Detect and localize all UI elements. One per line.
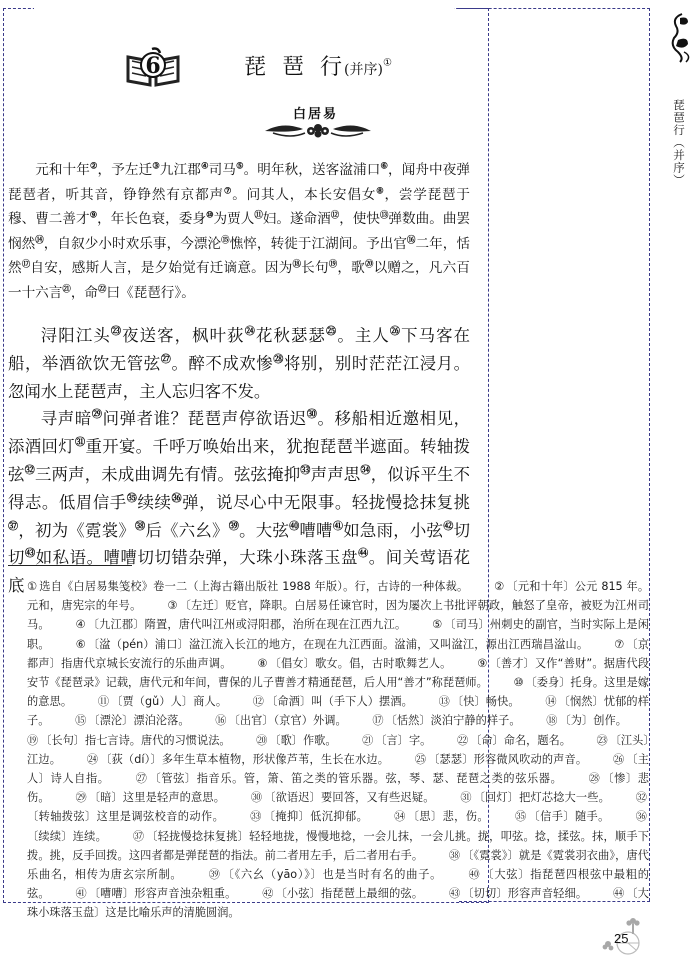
footnote-ref[interactable]: ㊶ — [332, 521, 344, 533]
text-run: 花秋瑟瑟 — [255, 326, 327, 345]
footnote-text: 〔管弦〕指音乐。管，箫、笛之类的管乐器。弦，琴、瑟、琵琶之类的弦乐器。 — [149, 772, 563, 786]
footnote-ref[interactable]: ㊳ — [135, 521, 146, 533]
footnote-text: 选自《白居易集笺校》卷一二（上海古籍出版社 1988 年版）。行，古诗的一种体裁。 — [39, 580, 469, 593]
text-run: ，予左迁 — [97, 162, 153, 178]
footnote-item — [27, 580, 468, 593]
footnote-ref[interactable]: ㉒ — [98, 283, 107, 294]
footnote-ref[interactable]: ⑨ — [89, 209, 98, 220]
footnote-item — [250, 810, 368, 823]
title-subtitle: (并序) — [344, 62, 383, 78]
footnote-text: 〔大珠小珠落玉盘〕这是比喻乐声的清脆圆润。 — [27, 887, 649, 920]
text-run: 九江郡 — [159, 162, 201, 178]
text-run: 。间关莺语花底 — [8, 548, 471, 596]
footnote-text: 〔轻拢慢捻抹复挑〕轻轻地拢，慢慢地捻，一会儿抹，一会儿挑。拢，叩弦。捻，揉弦。抹，顺手下拨。挑，反手回拨。这四者都是弹琵琶的指法。前二者用左手，后二者用右手。 — [27, 829, 649, 862]
footnote-text: 〔司马〕州刺史的副官，当时实际上是闲职。 — [27, 618, 649, 651]
text-run: 声声思 — [310, 464, 361, 484]
text-run: 下马客在船，举酒欲饮无管弦 — [8, 326, 471, 373]
footnote-marker[interactable]: ⑮ — [75, 714, 87, 728]
footnote-text: 〔出官〕（京官）外调。 — [228, 714, 347, 728]
footnote-marker[interactable]: ㊷ — [262, 887, 274, 901]
footnote-text: 〔小弦〕指琵琶上最细的弦。 — [275, 887, 424, 901]
text-run: 如私语。嘈嘈切切错杂弹，大珠小珠落玉盘 — [35, 548, 359, 568]
footnote-separator — [8, 565, 132, 566]
footnote-item — [75, 791, 225, 804]
footnote-item — [75, 887, 236, 900]
page-title — [244, 50, 394, 81]
page-number-badge — [600, 913, 648, 959]
footnote-text: 〔惨〕悲伤。 — [27, 772, 649, 805]
footnote-item — [457, 734, 571, 747]
title-char: 行 — [320, 55, 345, 80]
text-run: ，命 — [70, 284, 98, 301]
footnote-text: 〔九江郡〕隋置，唐代叫江州或浔阳郡，治所在现在江西九江。 — [87, 618, 407, 632]
footnote-text: 〔善才〕又作“善财”。据唐代段安节《琵琶录》记载，唐代元和年间，曹保的儿子曹善才精通琵琶，后人用“善才”称琵琶师。 — [27, 656, 650, 690]
footnote-text: 〔掩抑〕低沉抑郁。 — [263, 810, 369, 824]
footnote-ref[interactable]: ⑪ — [254, 209, 263, 220]
footnote-ref[interactable]: ㉗ — [160, 354, 172, 366]
footnote-marker[interactable]: ㊸ — [448, 887, 461, 901]
footnote-item — [253, 695, 413, 708]
footnote-text: 〔切切〕形容声音轻细。 — [462, 887, 588, 901]
footnote-marker[interactable]: ⑫ — [252, 695, 265, 709]
footnote-text: 〔快〕畅快。 — [451, 695, 520, 709]
text-run: 曰《琵琶行》。 — [106, 284, 195, 301]
footnote-ref[interactable]: ⑰ — [21, 258, 31, 269]
footnote-marker[interactable]: ㊳ — [448, 848, 461, 862]
footnote-item — [372, 714, 520, 727]
footnote-text: 〔续续〕连续。 — [27, 829, 108, 843]
footnote-marker[interactable]: ㉝ — [250, 810, 262, 824]
text-run: 妇。遂命酒 — [262, 211, 331, 228]
footnote-text: 〔荻（dí）〕多年生草本植物，形状像芦苇，生长在水边。 — [100, 752, 390, 766]
footnote-marker[interactable]: ④ — [75, 618, 86, 632]
preface-text — [8, 158, 470, 306]
footnote-ref[interactable]: ㉔ — [244, 326, 256, 338]
footnote-marker[interactable]: ㊱ — [635, 810, 647, 824]
author-name: 白居易 — [293, 107, 339, 122]
poem-paragraph — [8, 322, 470, 405]
footnote-marker[interactable]: ㉖ — [613, 752, 625, 766]
text-run: 嘈嘈 — [299, 520, 333, 540]
footnote-ref[interactable]: ㉖ — [389, 326, 402, 338]
footnote-text: 〔命〕命名，题名。 — [470, 733, 571, 747]
footnote-marker[interactable]: ⑥ — [75, 637, 86, 651]
text-run: ，歌 — [337, 260, 365, 277]
footnote-ref[interactable]: ㊷ — [443, 521, 454, 533]
text-run: 续续 — [137, 492, 172, 512]
footnote-text: 〔嘈嘈〕形容声音浊杂粗重。 — [88, 887, 237, 901]
footnote-text: 〔信手〕随手。 — [528, 810, 610, 824]
footnote-text: 〔瑟瑟〕形容微风吹动的声音。 — [428, 752, 588, 766]
text-run: 浔阳江头 — [40, 326, 111, 345]
preface-paragraph — [8, 158, 470, 306]
footnote-marker[interactable]: ㉟ — [514, 810, 527, 824]
text-run: 后《六幺》 — [145, 520, 229, 540]
footnote-marker[interactable]: ⑨ — [477, 656, 488, 670]
footnote-text: 〔《六幺（yāo）》〕也是当时有名的曲子。 — [222, 868, 443, 882]
footnote-marker[interactable]: ⑤ — [432, 618, 443, 632]
footnote-text: 〔主人〕诗人自指。 — [27, 752, 649, 786]
footnote-marker[interactable]: ⑳ — [256, 733, 268, 747]
text-run: ，尝学琵琶于穆、曹二善才 — [8, 186, 471, 228]
footnote-ref[interactable]: ㊹ — [358, 548, 369, 560]
text-run: 寻声暗 — [40, 409, 92, 429]
footnote-marker[interactable]: ㉓ — [596, 733, 608, 747]
footnote-marker[interactable]: ㉒ — [456, 733, 469, 747]
footnote-text: 〔江头〕江边。 — [27, 733, 649, 766]
footnote-marker[interactable]: ㉗ — [135, 772, 148, 786]
footnote-ref[interactable]: ㊵ — [289, 521, 300, 533]
footnote-item — [98, 695, 227, 708]
footnote-ref[interactable]: ⑬ — [379, 209, 389, 220]
footnote-item — [415, 753, 587, 766]
footnote-ref[interactable]: ㉘ — [273, 354, 284, 366]
footnote-item — [215, 714, 346, 727]
footnote-marker[interactable]: ㉔ — [86, 752, 99, 766]
footnote-ref[interactable]: ⑳ — [364, 258, 374, 269]
footnote-text: 〔湓（pén）浦口〕湓江流入长江的地方，在现在九江西面。湓浦，又叫湓江，源出江西瑞昌湓山。 — [87, 637, 589, 651]
title-char: 琶 — [282, 55, 307, 80]
footnote-ref[interactable]: ⑫ — [330, 209, 340, 220]
footnote-item — [76, 618, 407, 631]
text-run: 。醉不成欢惨 — [171, 353, 274, 373]
text-run: 三两声，未成曲调先有情。弦弦掩抑 — [34, 464, 301, 484]
footnote-item — [87, 753, 389, 766]
footnote-marker[interactable]: ⑯ — [215, 714, 227, 728]
footnote-marker[interactable]: ⑬ — [438, 695, 450, 709]
text-run: ，初为《霓裳》 — [18, 520, 136, 540]
text-run: 。明年秋，送客湓浦口 — [243, 162, 381, 178]
footnote-ref[interactable]: ⑦ — [223, 185, 233, 196]
footnote-marker[interactable]: ③ — [167, 599, 178, 613]
svg-text:6: 6 — [145, 53, 161, 79]
footnote-marker[interactable]: ⑰ — [372, 714, 384, 728]
scroll-ornament-icon — [670, 12, 692, 64]
text-run: 问弹者谁？琵琶声停欲语迟 — [102, 409, 307, 429]
footnote-marker[interactable]: ⑧ — [257, 656, 268, 670]
footnote-marker[interactable]: ㊴ — [208, 868, 221, 882]
footnote-ref[interactable]: ㉕ — [326, 326, 338, 338]
footnote-ref[interactable]: ㉟ — [126, 493, 138, 505]
footnote-text: 〔京都声〕指唐代京城长安流行的乐曲声调。 — [27, 637, 650, 670]
footnote-marker[interactable]: ⑱ — [546, 714, 558, 728]
text-run: 切切 — [8, 520, 471, 568]
footnote-ref[interactable]: ㉛ — [74, 437, 86, 449]
text-run: 长句 — [301, 260, 329, 277]
text-run: 元和十年 — [35, 162, 90, 178]
text-run: 二年，恬然 — [8, 235, 471, 277]
footnote-text: 〔欲语迟〕要回答，又有些迟疑。 — [264, 791, 435, 805]
text-run: 弹，说尽心中无限事。轻拢慢捻抹复挑 — [182, 492, 471, 512]
footnote-ref[interactable]: ⑲ — [328, 258, 338, 269]
footnote-ref[interactable]: ⑯ — [407, 234, 416, 245]
footnote-marker[interactable]: ㊶ — [75, 887, 87, 901]
footnote-item — [209, 868, 442, 881]
footnote-ref[interactable]: ㉓ — [110, 326, 123, 338]
footnote-item — [460, 791, 610, 804]
text-run: 自安，感斯人言，是夕始觉有迁谪意。因为 — [30, 260, 293, 277]
footnote-ref[interactable]: ㉞ — [360, 465, 371, 477]
title-char: 琵 — [244, 55, 269, 80]
footnote-marker[interactable]: ㊵ — [468, 868, 481, 882]
footnote-text: 〔言〕字。 — [375, 733, 432, 747]
footnote-item — [256, 734, 336, 747]
footnote-ref[interactable]: ㉚ — [306, 409, 318, 421]
footnote-marker[interactable]: ㊲ — [132, 829, 145, 843]
footnote-item — [394, 810, 489, 823]
footnote-marker[interactable]: ㉚ — [250, 791, 263, 805]
poem-body — [8, 322, 470, 600]
footnote-item — [515, 810, 610, 823]
footnote-ref[interactable]: ⑱ — [292, 258, 302, 269]
footnote-text: 〔漂沦〕漂泊沦落。 — [88, 714, 190, 728]
text-run: ，使快 — [339, 211, 380, 228]
footnote-marker[interactable]: ㉘ — [588, 772, 601, 786]
footnote-text: 〔长句〕指七言诗。唐代的习惯说法。 — [40, 733, 231, 747]
footnote-text: 〔暗〕这里是轻声的意思。 — [88, 791, 226, 805]
footnote-item — [546, 714, 627, 727]
footnote-marker[interactable]: ㉙ — [75, 791, 87, 805]
footnote-text: 〔左迁〕贬官，降职。白居易任谏官时，因为屡次上书批评朝政，触怒了皇帝，被贬为江州司马。 — [27, 599, 649, 632]
footnote-item — [257, 657, 451, 670]
frame-border-right — [649, 8, 650, 901]
footnote-item — [251, 791, 435, 804]
footnote-item — [76, 638, 589, 651]
text-run: 如急雨，小弦 — [343, 520, 444, 540]
footnote-marker[interactable]: ⑲ — [27, 733, 39, 747]
footnote-ref[interactable]: ② — [89, 160, 98, 171]
footnote-marker[interactable]: ㊹ — [612, 887, 625, 901]
footnote-ref[interactable]: ㊸ — [24, 548, 36, 560]
text-run: ，闻舟中夜弹琵琶者，听其音，铮铮然有京都声 — [8, 162, 470, 203]
frame-gap — [34, 6, 454, 11]
text-run: 夜送客，枫叶荻 — [122, 326, 245, 345]
footnote-text: 〔大弦〕指琵琶四根弦中最粗的弦。 — [27, 868, 649, 901]
text-run: 。问其人，本长安倡女 — [232, 186, 377, 203]
title-footnote-ref[interactable]: ① — [382, 57, 394, 69]
footnote-text: 〔歌〕作歌。 — [269, 733, 337, 747]
footnote-text: 〔恬然〕淡泊宁静的样子。 — [385, 714, 521, 728]
footnote-marker[interactable]: ㉛ — [460, 791, 472, 805]
footnote-text: 〔委身〕托身。这里是嫁的意思。 — [27, 676, 649, 709]
footnote-text: 〔《霓裳》〕就是《霓裳羽衣曲》，唐代乐曲名，相传为唐玄宗所制。 — [27, 848, 649, 882]
footnote-ref[interactable]: ㉙ — [91, 409, 103, 421]
footnote-ref[interactable]: ⑤ — [235, 160, 244, 171]
footnote-ref[interactable]: ⑮ — [221, 234, 230, 245]
text-run: ，似诉平生不得志。低眉信手 — [8, 464, 471, 512]
footnote-marker[interactable]: ㉜ — [635, 791, 647, 805]
floral-flourish-icon — [263, 119, 373, 141]
footnote-marker[interactable]: ⑦ — [614, 637, 625, 651]
footnote-ref[interactable]: ㉝ — [300, 465, 311, 477]
footnote-text: 〔回灯〕把灯芯捻大一些。 — [473, 791, 610, 805]
footnote-text: 〔贾（gǔ）人〕商人。 — [111, 695, 228, 709]
footnote-item — [27, 734, 231, 747]
text-run: ，年长色衰，委身 — [97, 211, 206, 228]
footnote-text: 〔命酒〕叫（手下人）摆酒。 — [266, 695, 413, 709]
footnote-ref[interactable]: ③ — [152, 160, 160, 171]
text-run: 将别，别时茫茫江浸月。忽闻水上琵琶声，主人忘归客不发。 — [8, 353, 471, 401]
side-tab-label: 琵琶行（并序） — [672, 99, 686, 187]
footnote-text: 〔为〕创作。 — [559, 714, 627, 728]
footnote-item — [449, 887, 587, 900]
footnote-ref[interactable]: ㊱ — [171, 493, 183, 505]
footnote-ref[interactable]: ⑭ — [35, 234, 44, 245]
footnote-ref[interactable]: ㊴ — [228, 521, 240, 533]
footnote-item — [136, 772, 563, 785]
footnote-ref[interactable]: ⑥ — [380, 160, 389, 171]
footnote-text: 〔思〕悲，伤。 — [407, 810, 489, 824]
footnote-marker[interactable]: ㉑ — [362, 733, 374, 747]
footnote-text: 〔转轴拨弦〕这里是调弦校音的动作。 — [27, 810, 225, 824]
footnote-ref[interactable]: ㉑ — [62, 283, 71, 294]
text-run: 。大弦 — [239, 520, 290, 540]
footnote-text: 〔悯然〕忧郁的样子。 — [27, 695, 649, 728]
footnote-item — [262, 887, 423, 900]
footnote-ref[interactable]: ㊲ — [8, 521, 19, 533]
text-run: 以赠之，凡六百一十六言 — [8, 260, 470, 301]
footnote-marker[interactable]: ① — [27, 580, 38, 593]
footnote-text: 〔倡女〕歌女。倡，古时歌舞艺人。 — [269, 656, 452, 670]
footnote-marker[interactable]: ⑭ — [545, 695, 557, 709]
footnote-ref[interactable]: ⑧ — [376, 185, 385, 196]
footnote-marker[interactable]: ㉕ — [414, 752, 427, 766]
footnote-ref[interactable]: ㉜ — [24, 465, 35, 477]
footnotes-section — [27, 577, 649, 923]
footnote-marker[interactable]: ② — [494, 580, 505, 593]
text-run: 弹数曲。曲罢悯然 — [8, 211, 471, 252]
text-run: 司马 — [208, 162, 236, 178]
text-run: ，自叙少小时欢乐事，今漂沦 — [43, 235, 222, 252]
footnote-item — [439, 695, 520, 708]
footnote-item — [75, 714, 190, 727]
text-run: 憔悴，转徙于江湖间。予出官 — [229, 235, 408, 252]
text-run: 。移船相近邀相见，添酒回灯 — [8, 409, 471, 457]
footnote-marker[interactable]: ⑩ — [513, 676, 524, 690]
text-run: 。主人 — [337, 326, 390, 345]
footnote-marker[interactable]: ⑪ — [97, 695, 110, 709]
text-run: 重开宴。千呼万唤始出来，犹抱琵琶半遮面。转轴拨弦 — [8, 437, 471, 484]
footnote-text: 〔元和十年〕公元 815 年。元和，唐宪宗的年号。 — [27, 580, 650, 613]
text-run: 为贾人 — [213, 211, 255, 228]
footnote-item — [362, 734, 431, 747]
chapter-book-icon — [126, 45, 180, 87]
frame-border-top — [459, 8, 650, 9]
page-number: 25 — [614, 931, 629, 946]
footnote-ref[interactable]: ④ — [200, 160, 209, 171]
poem-paragraph — [8, 405, 470, 600]
footnote-ref[interactable]: ⑩ — [205, 209, 214, 220]
footnote-marker[interactable]: ㉞ — [394, 810, 406, 824]
